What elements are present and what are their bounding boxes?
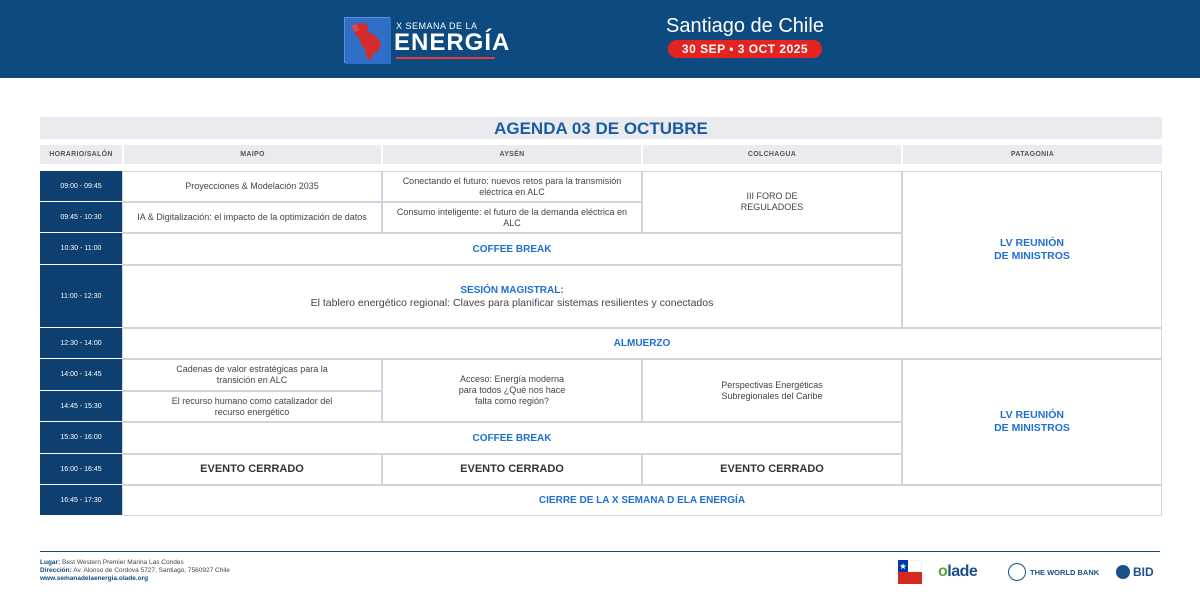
world-bank-logo[interactable] [1008,560,1104,584]
bid-logo[interactable] [1116,560,1164,584]
session-maipo-cadenas[interactable]: Cadenas de valor estratégicas para la transición en ALC [122,359,382,391]
latin-america-map-icon [344,17,390,63]
chile-flag-icon [898,560,922,584]
time-slot: 10:30 - 11:00 [40,233,122,265]
column-header-colchagua: COLCHAGUA [643,145,901,164]
closed-event-aysen: EVENTO CERRADO [382,454,642,485]
event-logo[interactable] [344,17,511,63]
venue-line [40,559,230,567]
bid-mark-icon [1116,565,1130,579]
address-line [40,567,230,575]
session-magistral[interactable] [122,265,902,328]
olade-logo-text: lade [947,563,978,580]
time-slot: 15:30 - 16:00 [40,422,122,454]
time-slot: 16:00 - 16:45 [40,454,122,485]
time-slot: 12:30 - 14:00 [40,328,122,359]
session-maipo-proyecciones[interactable]: Proyecciones & Modelación 2035 [122,171,382,202]
session-patagonia-ministros[interactable]: LV REUNIÓN DE MINISTROS [902,171,1162,328]
event-dates-badge: 30 SEP • 3 OCT 2025 [668,40,822,58]
column-header-horario: HORARIO/SALÓN [40,145,122,164]
event-city: Santiago de Chile [666,15,824,37]
agenda-title: AGENDA 03 DE OCTUBRE [40,117,1162,139]
coffee-break-afternoon: COFFEE BREAK [122,422,902,454]
venue-value: Best Western Premier Marina Las Condes [62,559,184,566]
closed-event-maipo: EVENTO CERRADO [122,454,382,485]
logo-big-text: ENERGÍA [394,29,511,56]
footer-divider [40,551,1160,552]
website-link[interactable]: www.semanadelaenergia.olade.org [40,575,149,582]
closed-event-colchagua: EVENTO CERRADO [642,454,902,485]
address-value: Av. Alonso de Cordova 5727, Santiago, 7560927 Chile [73,567,230,574]
globe-icon [1008,563,1026,581]
logo-small-text: X SEMANA DE LA [396,21,478,31]
time-slot: 09:00 - 09:45 [40,171,122,202]
olade-logo-o: o [938,563,948,580]
time-slot: 14:00 - 14:45 [40,359,122,391]
session-colchagua-perspectivas[interactable]: Perspectivas Energéticas Subregionales del Caribe [642,359,902,422]
magistral-subtitle: El tablero energético regional: Claves para planificar sistemas resilientes y conectados [310,296,714,309]
world-bank-label: THE WORLD BANK [1030,567,1100,577]
bid-label: BID [1133,565,1154,579]
closing-session[interactable]: CIERRE DE LA X SEMANA D ELA ENERGÍA [122,485,1162,516]
logo-underline [396,57,495,59]
column-header-patagonia: PATAGONIA [903,145,1162,164]
column-header-maipo: MAIPO [124,145,381,164]
session-maipo-ia-digitalizacion[interactable]: IA & Digitalización: el impacto de la optimización de datos [122,202,382,233]
session-aysen-conectando[interactable]: Conectando el futuro: nuevos retos para la transmisión eléctrica en ALC [382,171,642,202]
time-slot: 14:45 - 15:30 [40,391,122,422]
session-colchagua-foro[interactable]: III FORO DE REGULADOES [642,171,902,233]
coffee-break-morning: COFFEE BREAK [122,233,902,265]
address-label: Dirección: [40,567,72,574]
session-aysen-consumo[interactable]: Consumo inteligente: el futuro de la demanda eléctrica en ALC [382,202,642,233]
almuerzo-break: ALMUERZO [122,328,1162,359]
time-slot: 09:45 - 10:30 [40,202,122,233]
magistral-title: SESIÓN MAGISTRAL: [460,284,564,296]
header-banner [0,0,1200,78]
footer-info [40,559,230,583]
time-slot: 11:00 - 12:30 [40,265,122,328]
column-header-aysen: AYSÉN [383,145,641,164]
session-patagonia-ministros-2[interactable]: LV REUNIÓN DE MINISTROS [902,359,1162,485]
session-aysen-acceso[interactable]: Acceso: Energía moderna para todos ¿Qué nos hace falta como región? [382,359,642,422]
session-maipo-recurso-humano[interactable]: El recurso humano como catalizador del recurso energético [122,391,382,422]
olade-logo[interactable] [938,560,996,584]
time-slot: 16:45 - 17:30 [40,485,122,516]
chile-government-logo[interactable] [898,560,922,584]
venue-label: Lugar: [40,559,61,566]
